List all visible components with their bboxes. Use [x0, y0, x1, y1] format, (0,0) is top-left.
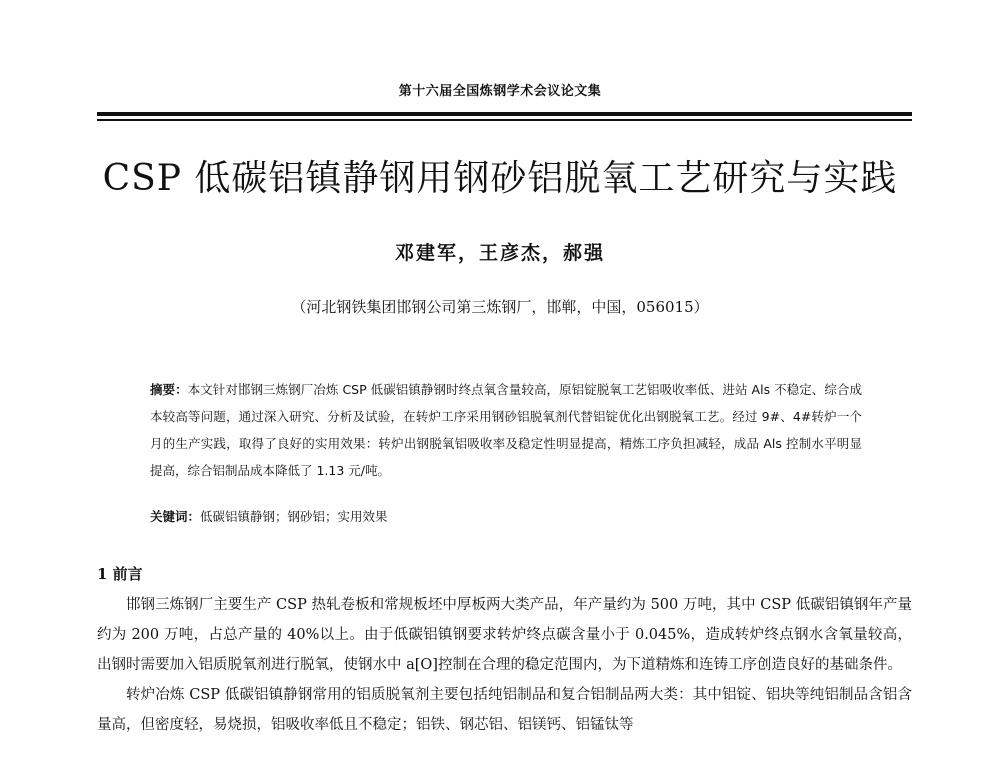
keywords-label: 关键词：	[150, 509, 201, 524]
keywords	[150, 507, 862, 525]
keywords-text: 低碳铝镇静钢；钢砂铝；实用效果	[200, 509, 388, 524]
abstract-text: 本文针对邯钢三炼钢厂冶炼 CSP 低碳铝镇静钢时终点氧含量较高，原铝锭脱氧工艺铝吸收率低、进站 Als 不稳定、综合成本较高等问题，通过深入研究、分析及试验，在转炉工序采用钢砂铝脱氧剂代替铝锭优化出钢脱氧工艺。经过 9#、4#转炉一个月的生产实践，取得了良好的实用效果：转炉出钢脱氧铝吸收率及稳定性明显提高，精炼工序负担减轻，成品 Als 控制水平明显提高，综合铝制品成本降低了 1.13 元/吨。	[150, 382, 862, 478]
paper-authors: 邓建军，王彦杰，郝强	[394, 242, 605, 264]
abstract-label: 摘要：	[150, 382, 188, 397]
body-paragraph-1: 邯钢三炼钢厂主要生产 CSP 热轧卷板和常规板坯中厚板两大类产品，年产量约为 500 万吨，其中 CSP 低碳铝镇钢年产量约为 200 万吨，占总产量的 40%以上。由于低碳铝镇钢要求转炉终点碳含量小于 0.045%，造成转炉终点钢水含氧量较高，出钢时需要加入铝质脱氧剂进行脱氧，使钢水中 a[O]控制在合理的稳定范围内，为下道精炼和连铸工序创造良好的基础条件。	[97, 597, 912, 673]
body-paragraph-2: 转炉冶炼 CSP 低碳铝镇静钢常用的铝质脱氧剂主要包括纯铝制品和复合铝制品两大类：其中铝锭、铝块等纯铝制品含铝含量高，但密度轻，易烧损，铝吸收率低且不稳定；铝铁、钢芯铝、铝镁钙、铝锰钛等	[97, 687, 912, 733]
section-body	[97, 590, 912, 740]
section-heading-introduction: 1 前言	[97, 565, 143, 583]
header-rule-thin	[97, 119, 912, 121]
abstract	[150, 376, 862, 484]
paper-title: CSP 低碳铝镇静钢用钢砂铝脱氧工艺研究与实践	[102, 158, 898, 199]
paper-affiliation: （河北钢铁集团邯钢公司第三炼钢厂，邯郸，中国，056015）	[291, 298, 709, 316]
running-header: 第十六届全国炼钢学术会议论文集	[398, 84, 602, 99]
header-rule-thick	[97, 112, 912, 116]
